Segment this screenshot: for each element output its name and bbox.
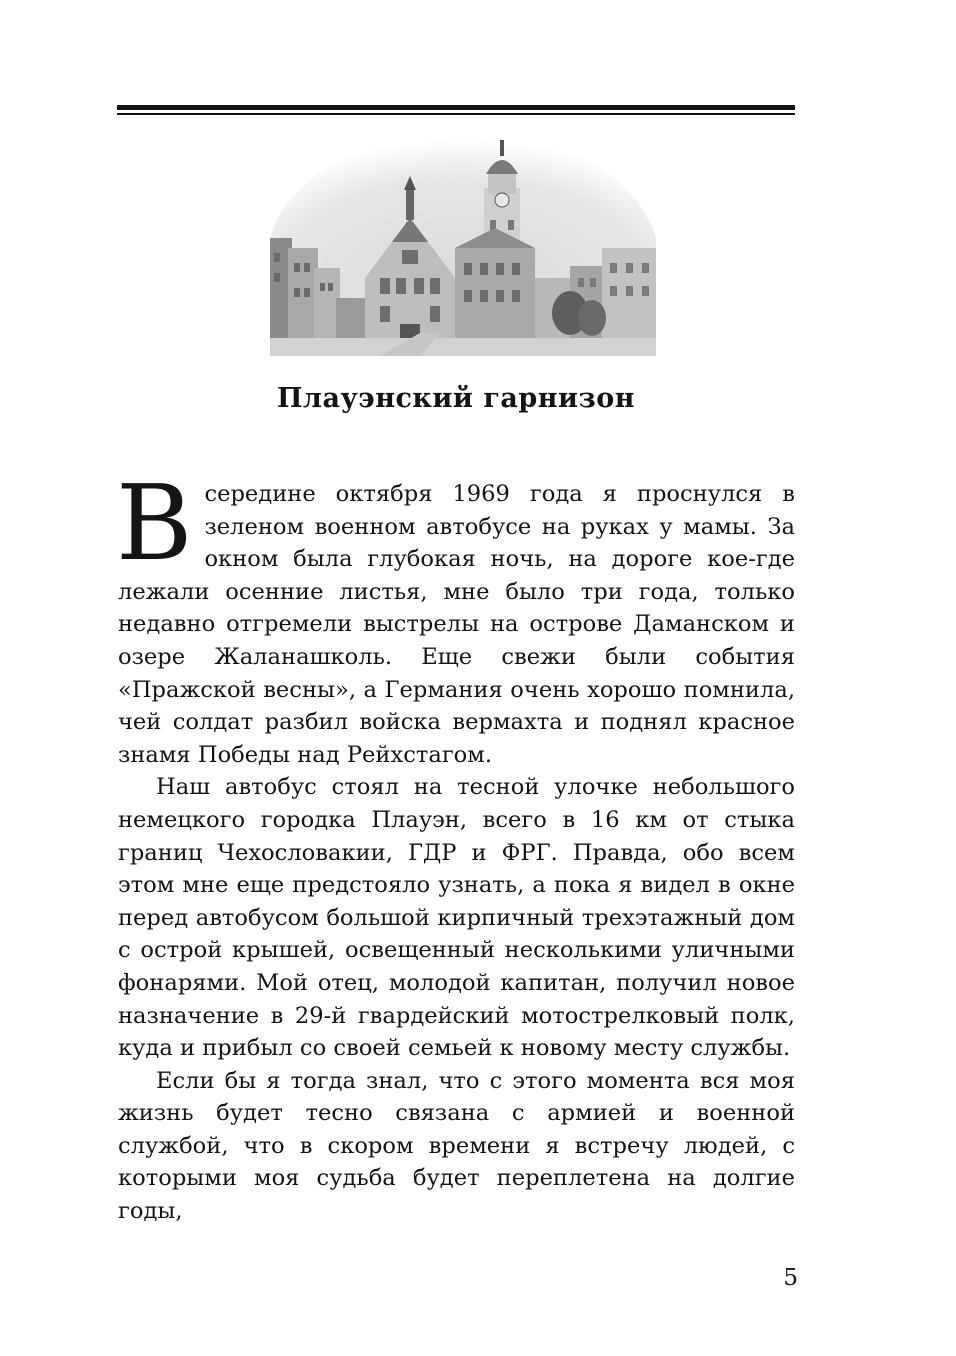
paragraph: Если бы я тогда знал, что с этого момента вся моя жизнь будет тесно связана с армией и военной службой, что в скором времени я встречу людей, с которыми моя судьба будет переплетена на долгие годы, bbox=[118, 1067, 795, 1225]
header-rule-thin bbox=[117, 113, 795, 115]
body-text bbox=[116, 462, 795, 1228]
paragraph: Наш автобус стоял на тесной улочке небольшого немецкого городка Плауэн, всего в 16 км от стыка границ Чехословакии, ГДР и ФРГ. Правда, обо всем этом мне еще предстояло узнать, а пока я видел в окне перед автобусом большой кирпичный трехэтажный дом с острой крышей, освещенный несколькими уличными фонарями. Мой отец, молодой капитан, получил новое назначение в 29-й гвардейский мотострелковый полк, куда и прибыл со своей семьей к новому месту службы. bbox=[118, 774, 795, 1062]
chapter-title: Плауэнский гарнизон bbox=[276, 383, 636, 414]
town-hall-photo bbox=[270, 128, 656, 356]
drop-cap: В bbox=[116, 462, 193, 584]
first-paragraph bbox=[116, 462, 795, 771]
header-rule-thick bbox=[117, 105, 795, 110]
page-number: 5 bbox=[783, 1265, 798, 1291]
first-paragraph-text: середине октября 1969 года я проснулся в зеленом военном автобусе на руках у мамы. За окном была глубокая ночь, на дороге кое-где лежали осенние листья, мне было три года, только недавно отгремели выстрелы на острове Даманском и озере Жаланашколь. Еще свежи были события «Пражской весны», а Германия очень хорошо помнила, чей солдат разбил войска вермахта и поднял красное знамя Победы над Рейхстагом. bbox=[118, 481, 795, 768]
